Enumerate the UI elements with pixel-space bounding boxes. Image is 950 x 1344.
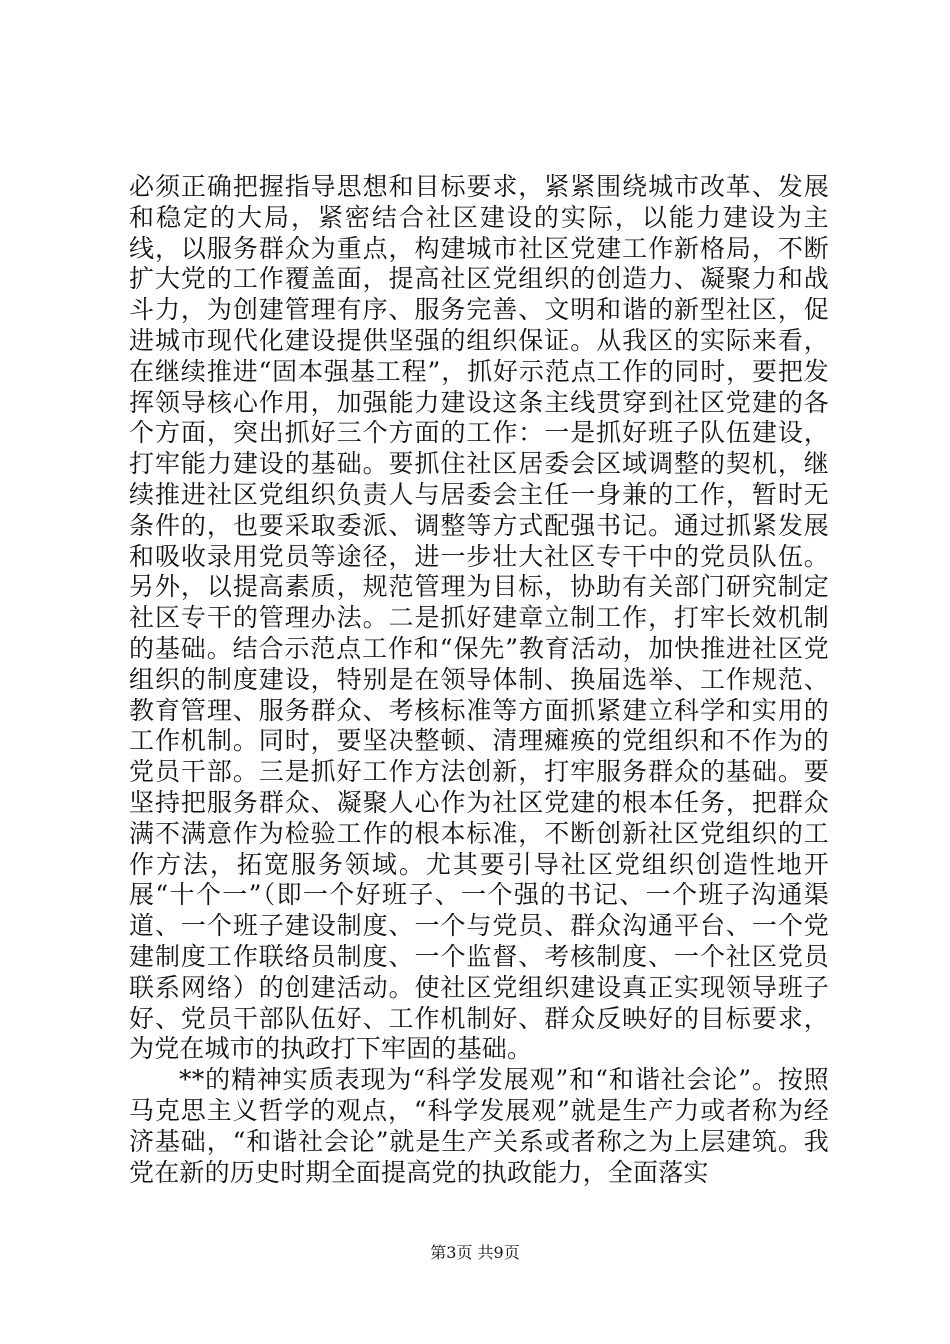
page-footer: 第3页 共9页 [430, 1243, 520, 1262]
document-body [129, 172, 829, 1188]
paragraph-1: 必须正确把握指导思想和目标要求，紧紧围绕城市改革、发展和稳定的大局，紧密结合社区建设的实际，以能力建设为主线，以服务群众为重点，构建城市社区党建工作新格局，不断扩大党的工作覆盖面，提高社区党组织的创造力、凝聚力和战斗力，为创建管理有序、服务完善、文明和谐的新型社区，促进城市现代化建设提供坚强的组织保证。从我区的实际来看，在继续推进“固本强基工程”，抓好示范点工作的同时，要把发挥领导核心作用，加强能力建设这条主线贯穿到社区党建的各个方面，突出抓好三个方面的工作：一是抓好班子队伍建设，打牢能力建设的基础。要抓住社区居委会区域调整的契机，继续推进社区党组织负责人与居委会主任一身兼的工作，暂时无条件的，也要采取委派、调整等方式配强书记。通过抓紧发展和吸收录用党员等途径，进一步壮大社区专干中的党员队伍。另外，以提高素质，规范管理为目标，协助有关部门研究制定社区专干的管理办法。二是抓好建章立制工作，打牢长效机制的基础。结合示范点工作和“保先”教育活动，加快推进社区党组织的制度建设，特别是在领导体制、换届选举、工作规范、教育管理、服务群众、考核标准等方面抓紧建立科学和实用的工作机制。同时，要坚决整顿、清理瘫痪的党组织和不作为的党员干部。三是抓好工作方法创新，打牢服务群众的基础。要坚持把服务群众、凝聚人心作为社区党建的根本任务，把群众满不满意作为检验工作的根本标准，不断创新社区党组织的工作方法，拓宽服务领域。尤其要引导社区党组织创造性地开展“十个一”（即一个好班子、一个强的书记、一个班子沟通渠道、一个班子建设制度、一个与党员、群众沟通平台、一个党建制度工作联络员制度、一个监督、考核制度、一个社区党员联系网络）的创建活动。使社区党组织建设真正实现领导班子好、党员干部队伍好、工作机制好、群众反映好的目标要求，为党在城市的执政打下牢固的基础。 [129, 172, 829, 1064]
paragraph-2: **的精神实质表现为“科学发展观”和“和谐社会论”。按照马克思主义哲学的观点，“科学发展观”就是生产力或者称为经济基础，“和谐社会论”就是生产关系或者称之为上层建筑。我党在新的历史时期全面提高党的执政能力，全面落实 [129, 1065, 829, 1187]
